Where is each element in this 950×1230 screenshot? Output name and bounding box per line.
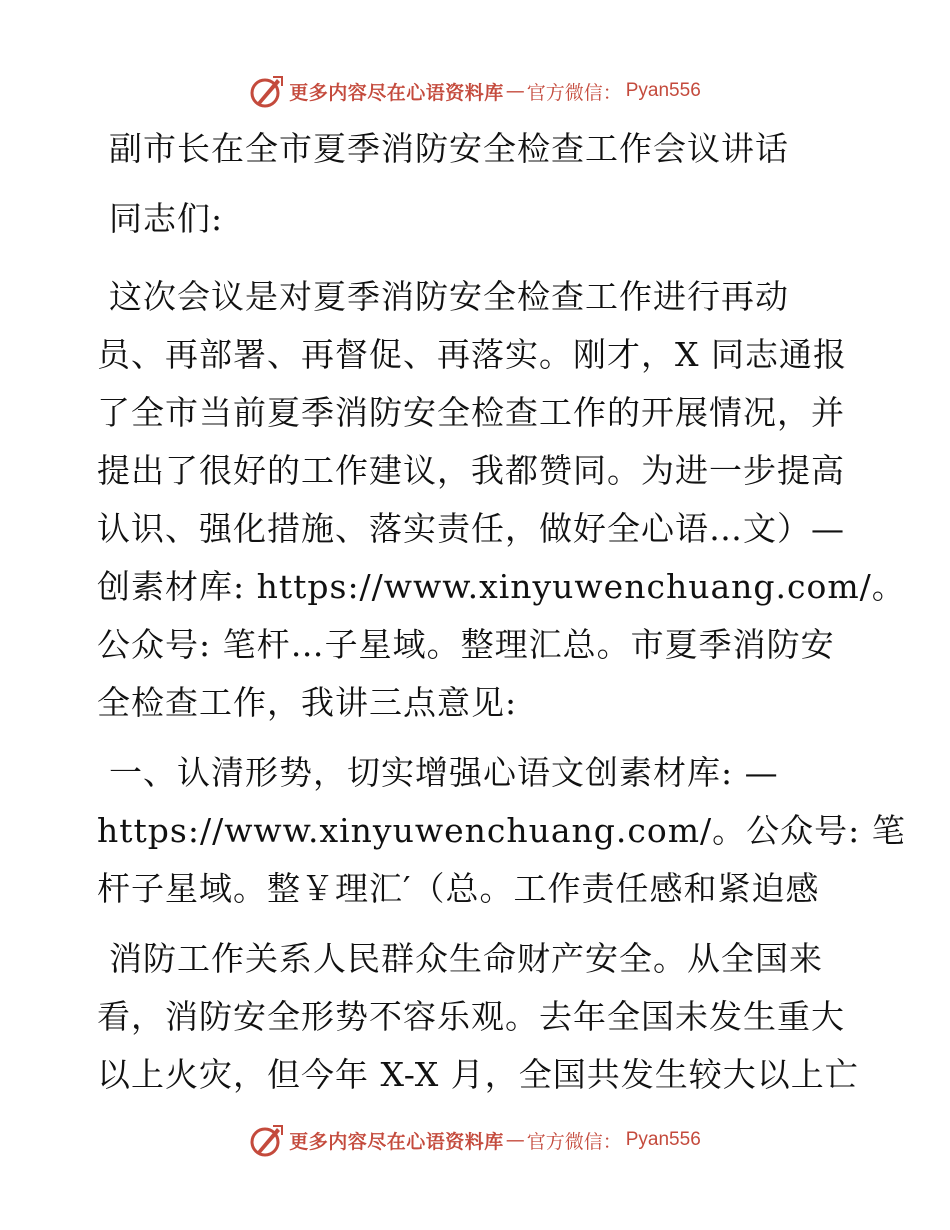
paragraph-1 — [97, 268, 906, 732]
paragraph-line: 全检查工作，我讲三点意见: — [97, 683, 518, 722]
paragraph-2 — [97, 930, 857, 1104]
paragraph-line: 看，消防安全形势不容乐观。去年全国未发生重大 — [97, 997, 845, 1036]
header-wechat-id: Pyan556 — [625, 80, 701, 101]
heading-line: 杆子星域。整￥理汇′（总。工作责任感和紧迫感 — [97, 869, 820, 908]
footer-site-text: 更多内容尽在心语资料库 — [289, 1130, 504, 1153]
footer-banner — [0, 1120, 950, 1160]
footer-separator: — — [505, 1129, 525, 1151]
header-separator: — — [505, 80, 525, 102]
paragraph-line: 以上火灾，但今年 X-X 月，全国共发生较大以上亡 — [97, 1055, 859, 1094]
paragraph-line: 了全市当前夏季消防安全检查工作的开展情况，并 — [97, 393, 845, 432]
salutation: 同志们: — [109, 199, 224, 238]
paragraph-line: 消防工作关系人民群众生命财产安全。从全国来 — [109, 939, 823, 978]
quill-pen-logo-icon — [249, 73, 285, 109]
heading-line: https://www.xinyuwenchuang.com/。公众号: 笔 — [97, 811, 906, 850]
paragraph-line: 这次会议是对夏季消防安全检查工作进行再动 — [109, 277, 789, 316]
paragraph-line: 公众号: 笔杆…子星域。整理汇总。市夏季消防安 — [97, 625, 835, 664]
paragraph-line: 员、再部署、再督促、再落实。刚才，X 同志通报 — [97, 335, 847, 374]
document-title: 副市长在全市夏季消防安全检查工作会议讲话 — [109, 129, 789, 168]
paragraph-line: 提出了很好的工作建议，我都赞同。为进一步提高 — [97, 451, 845, 490]
header-site-text: 更多内容尽在心语资料库 — [289, 81, 504, 104]
header-wechat-label: 官方微信： — [526, 81, 622, 104]
footer-wechat-label: 官方微信： — [526, 1130, 622, 1153]
document-body — [97, 124, 906, 1104]
header-banner — [0, 71, 950, 111]
footer-wechat-id: Pyan556 — [625, 1129, 701, 1150]
section-heading-1 — [97, 744, 906, 918]
paragraph-line: 认识、强化措施、落实责任，做好全心语…文）— — [97, 509, 845, 548]
paragraph-line: 创素材库: https://www.xinyuwenchuang.com/。 — [97, 567, 906, 606]
quill-pen-logo-icon — [249, 1122, 285, 1158]
heading-line: 一、认清形势，切实增强心语文创素材库: — — [109, 753, 779, 792]
